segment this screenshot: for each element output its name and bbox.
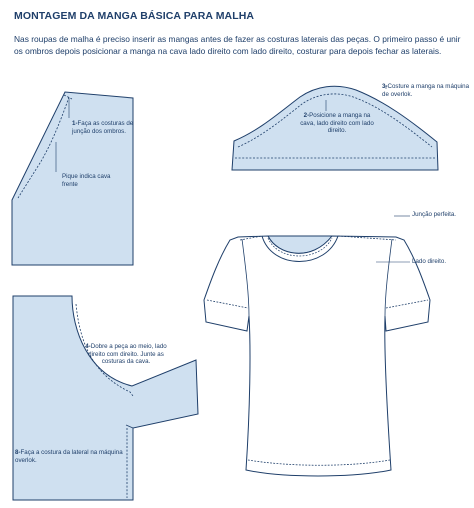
note-lado-direito: Lado direito. <box>412 258 447 265</box>
note-juncao: Junção perfeita. <box>412 211 457 218</box>
intro-paragraph: Nas roupas de malha é preciso inserir as mangas antes de fazer as costuras laterais das peças. O primeiro passo é unir os ombros depois posicionar a manga na cava lado direito com lado direito, costurar para depois fechar as laterais. <box>14 34 461 57</box>
t-shirt <box>204 236 430 476</box>
pique-note: Pique indica cava frente <box>62 173 111 188</box>
step-3-label: 3-Costure a manga na máquina de overlok. <box>382 83 470 98</box>
step-4-label: 4-Dobre a peça ao meio, lado direito com direito. Junte as costuras da cava. <box>85 343 167 366</box>
folded-piece <box>13 296 198 500</box>
step-8-label: 8-Faça a costura da lateral na máquina overlok. <box>15 449 123 464</box>
page-title: MONTAGEM DA MANGA BÁSICA PARA MALHA <box>14 10 255 22</box>
step-2-label: 2-Posicione a manga na cava, lado direito com lado direito. <box>300 112 374 135</box>
step-1-label: 1-Faça as costuras de junção dos ombros. <box>72 120 134 135</box>
